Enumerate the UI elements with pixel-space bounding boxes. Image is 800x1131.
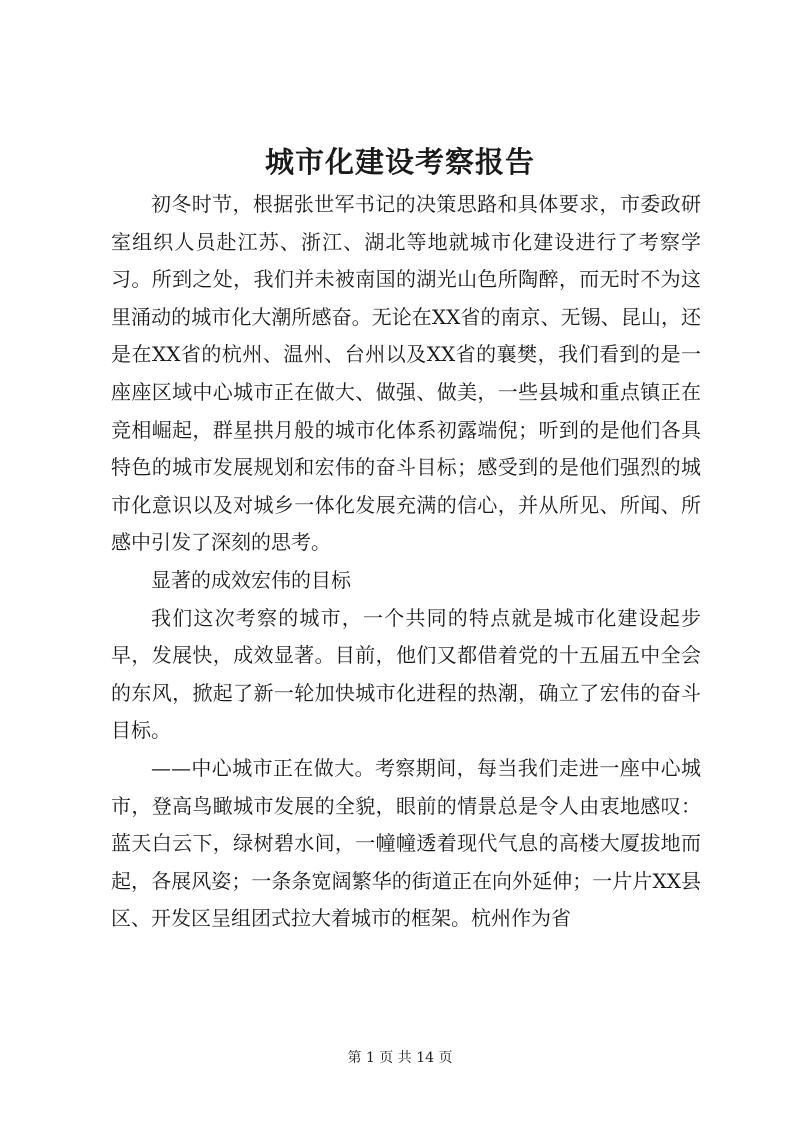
page-number: 第 1 页 共 14 页: [347, 1050, 453, 1066]
paragraph-overview: 我们这次考察的城市，一个共同的特点就是城市化建设起步早，发展快，成效显著。目前，他们又都借着党的十五届五中全会的东风，掀起了新一轮加快城市化进程的热潮，确立了宏伟的奋斗目标。: [111, 605, 701, 743]
section-heading: 显著的成效宏伟的目标: [151, 567, 351, 592]
document-body: [111, 186, 701, 938]
paragraph-intro: 初冬时节，根据张世军书记的决策思路和具体要求，市委政研室组织人员赴江苏、浙江、湖北等地就城市化建设进行了考察学习。所到之处，我们并未被南国的湖光山色所陶醉，而无时不为这里涌动的城市化大潮所感奋。无论在XX省的南京、无锡、昆山，还是在XX省的杭州、温州、台州以及XX省的襄樊，我们看到的是一座座区域中心城市正在做大、做强、做美，一些县城和重点镇正在竞相崛起，群星拱月般的城市化体系初露端倪；听到的是他们各具特色的城市发展规划和宏伟的奋斗目标；感受到的是他们强烈的城市化意识以及对城乡一体化发展充满的信心，并从所见、所闻、所感中引发了深刻的思考。: [111, 192, 701, 555]
document-title: 城市化建设考察报告: [264, 145, 535, 179]
paragraph-central-city: ——中心城市正在做大。考察期间，每当我们走进一座中心城市，登高鸟瞰城市发展的全貌，眼前的情景总是令人由衷地感叹：蓝天白云下，绿树碧水间，一幢幢透着现代气息的高楼大厦拔地而起，各展风姿；一条条宽阔繁华的街道正在向外延伸；一片片XX县区、开发区呈组团式拉大着城市的框架。杭州作为省: [111, 755, 701, 931]
